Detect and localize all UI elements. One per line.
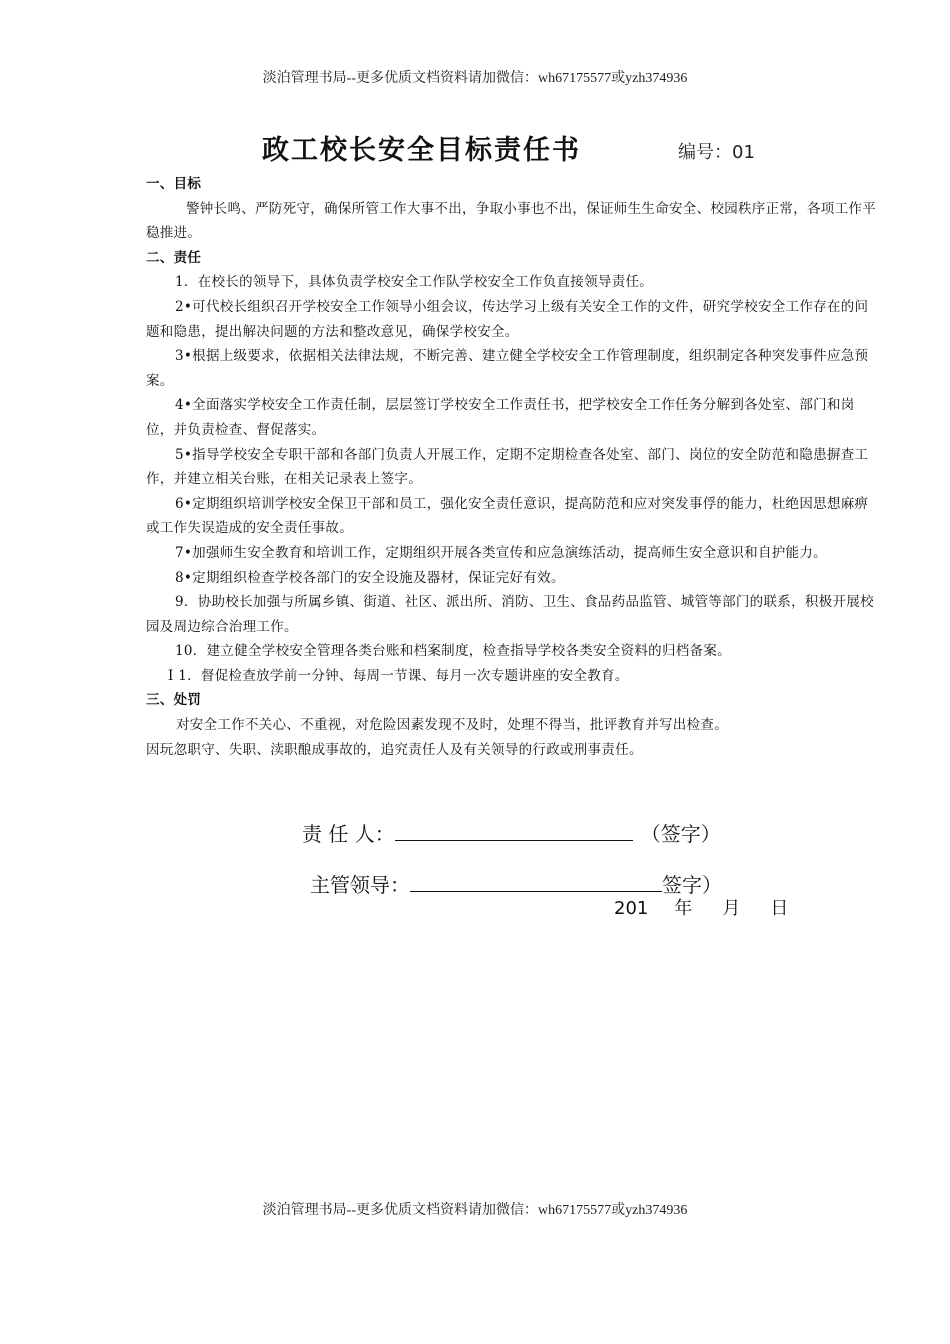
leader-sign-suffix: 签字） bbox=[662, 873, 722, 897]
date-day-unit: 日 bbox=[770, 898, 789, 919]
duty-item: 5•指导学校安全专职干部和各部门负责人开展工作，定期不定期检查各处室、部门、岗位的安全防范和隐患摒查工作，并建立相关台账，在相关记录表上签字。 bbox=[146, 446, 869, 488]
penalty-line: 因玩忽职守、失职、渎职酿成事故的，追究责任人及有关领导的行政或刑事责任。 bbox=[146, 741, 643, 758]
responsible-signature-row bbox=[302, 818, 721, 847]
section-heading-penalty: 三、处罚 bbox=[146, 692, 202, 709]
leader-signature-line[interactable] bbox=[410, 873, 662, 892]
document-number: 编号：01 bbox=[678, 142, 755, 163]
section-heading-duty: 二、责任 bbox=[146, 249, 202, 266]
duty-item: 1．在校长的领导下，具体负责学校安全工作队学校安全工作负直接领导责任。 bbox=[175, 274, 654, 291]
page-footer: 淡泊管理书局--更多优质文档资料请加微信：wh67175577或yzh374936 bbox=[262, 1203, 688, 1218]
penalty-line: 对安全工作不关心、不重视，对危险因素发现不及时，处理不得当，批评教育并写出检查。 bbox=[176, 717, 728, 734]
duty-item: 8•定期组织检查学校各部门的安全设施及器材，保证完好有效。 bbox=[175, 569, 565, 586]
goal-paragraph: 警钟长鸣、严防死守，确保所管工作大事不出，争取小事也不出，保证师生生命安全、校园秩序正常，各项工作平稳推进。 bbox=[146, 200, 876, 242]
duty-item: I 1．督促检查放学前一分钟、每周一节课、每月一次专题讲座的安全教育。 bbox=[168, 667, 629, 684]
section-heading-goal: 一、目标 bbox=[146, 176, 202, 192]
duty-item: 4•全面落实学校安全工作责任制，层层签订学校安全工作责任书，把学校安全工作任务分解到各处室、部门和岗位，并负责检查、督促落实。 bbox=[146, 397, 855, 438]
duty-item: 6•定期组织培训学校安全保卫干部和员工，强化安全责任意识，提高防范和应对突发事俘的能力，杜绝因思想麻痹或工作失误造成的安全责任事故。 bbox=[146, 495, 869, 537]
responsible-signature-line[interactable] bbox=[395, 822, 633, 841]
signing-date bbox=[614, 894, 788, 920]
duty-item: 2•可代校长组织召开学校安全工作领导小组会议，传达学习上级有关安全工作的文件，研究学校安全工作存在的问题和隐患，提出解决问题的方法和整改意见，确保学校安全。 bbox=[146, 298, 869, 340]
date-year-unit: 年 bbox=[674, 898, 693, 919]
document-body bbox=[146, 172, 876, 762]
duty-item: 7•加强师生安全教育和培训工作，定期组织开展各类宣传和应急演练活动，提高师生安全意识和自护能力。 bbox=[175, 544, 827, 561]
responsible-label: 责 任 人： bbox=[302, 822, 395, 846]
date-month-unit: 月 bbox=[722, 898, 741, 919]
responsible-sign-suffix: （签字） bbox=[640, 822, 721, 846]
duty-item: 10．建立健全学校安全管理各类台账和档案制度，检查指导学校各类安全资料的归档备案。 bbox=[175, 643, 731, 660]
document-title: 政工校长安全目标责任书 bbox=[262, 135, 581, 166]
duty-item: 9．协助校长加强与所属乡镇、街道、社区、派出所、消防、卫生、食品药品监管、城管等部门的联系，积极开展校园及周边综合治理工作。 bbox=[146, 594, 874, 635]
duty-item: 3•根据上级要求，依据相关法律法规，不断完善、建立健全学校安全工作管理制度，组织制定各种突发事件应急预案。 bbox=[146, 348, 869, 389]
title-row bbox=[0, 128, 950, 168]
date-year: 201 bbox=[614, 898, 649, 919]
leader-label: 主管领导： bbox=[310, 873, 410, 897]
page-header: 淡泊管理书局--更多优质文档资料请加微信：wh67175577或yzh374936 bbox=[262, 71, 688, 86]
